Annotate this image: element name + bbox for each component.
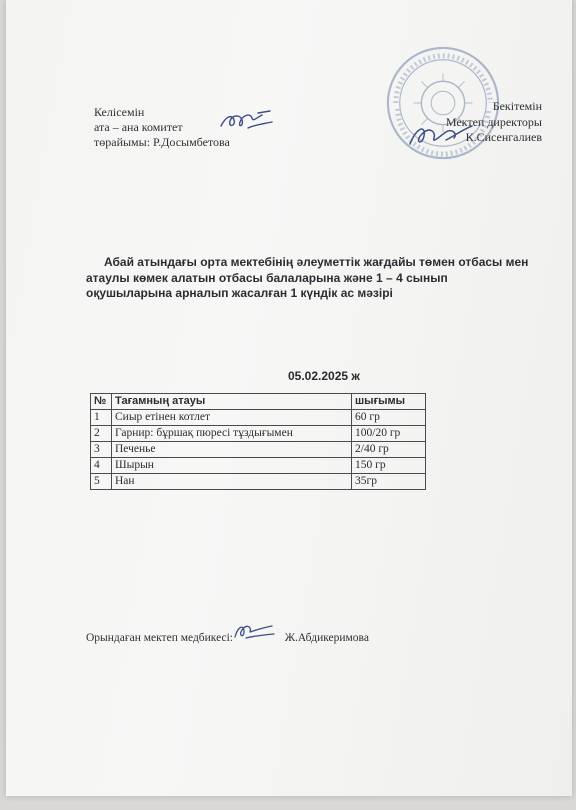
footer-label: Орындаған мектеп медбикесі: (86, 632, 233, 644)
signature-icon (406, 118, 476, 152)
document-heading (86, 255, 546, 302)
heading-line1: Абай атындағы орта мектебінің әлеуметтік жағдайы төмен отбасы мен (104, 255, 529, 269)
row-dish-name: Печенье (112, 442, 352, 458)
table-header-row (91, 394, 426, 410)
row-dish-name: Шырын (112, 458, 352, 474)
signature-icon (218, 108, 276, 134)
table-row (91, 442, 426, 458)
table-row (91, 474, 426, 490)
row-number: 5 (91, 474, 112, 490)
table-row (91, 458, 426, 474)
row-yield: 100/20 гр (352, 426, 426, 442)
document-page (6, 0, 572, 796)
menu-table (90, 393, 426, 490)
footer-name: Ж.Абдикеримова (284, 632, 369, 644)
row-number: 2 (91, 426, 112, 442)
approval-left-line1: Келісемін (94, 105, 145, 119)
row-dish-name: Гарнир: бұршақ пюресі тұздығымен (112, 426, 352, 442)
approval-right-line2: Мектеп директоры (445, 114, 542, 129)
row-dish-name: Нан (112, 474, 352, 490)
row-yield: 35гр (352, 474, 426, 490)
row-dish-name: Сиыр етінен котлет (112, 410, 352, 426)
approval-left (94, 105, 230, 150)
document-date: 05.02.2025 ж (288, 369, 360, 383)
row-number: 4 (91, 458, 112, 474)
approval-right-line3: К.Сисенгалиев (465, 130, 542, 144)
signature-icon (232, 620, 276, 642)
row-number: 3 (91, 442, 112, 458)
heading-line3: оқушыларына арналып жасалған 1 күндік ас мәзірі (86, 286, 393, 300)
approval-right-line1: Бекітемін (492, 99, 542, 113)
footer-signature-line (86, 632, 369, 644)
table-row (91, 410, 426, 426)
heading-line2: атаулы көмек алатын отбасы балаларына және 1 – 4 сынып (86, 270, 448, 285)
approval-left-line3: төрайымы: Р.Досымбетова (94, 135, 230, 149)
row-yield: 150 гр (352, 458, 426, 474)
header-number: № (91, 394, 112, 410)
row-number: 1 (91, 410, 112, 426)
row-yield: 60 гр (352, 410, 426, 426)
header-yield: шығымы (352, 394, 426, 410)
approval-left-line2: ата – ана комитет (94, 120, 183, 134)
table-row (91, 426, 426, 442)
row-yield: 2/40 гр (352, 442, 426, 458)
header-dish-name: Тағамның атауы (112, 394, 352, 410)
